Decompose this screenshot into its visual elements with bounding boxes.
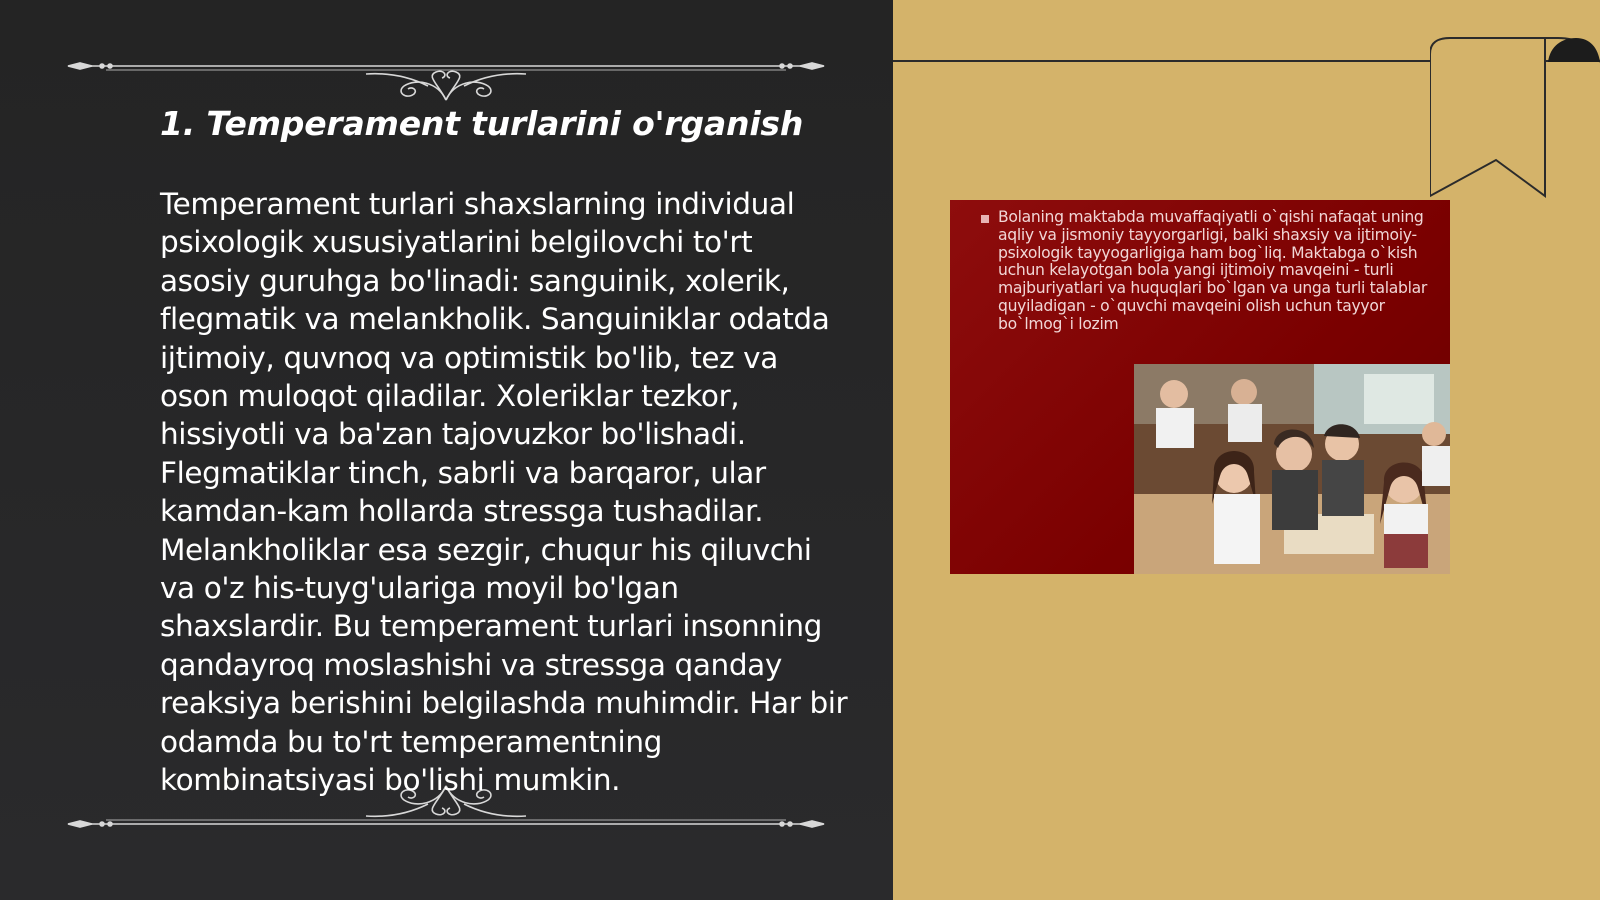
slide-title: 1. Temperament turlarini o'rganish [160, 104, 804, 143]
embedded-slide-image [950, 200, 1450, 574]
card-bullet-text: Bolaning maktabda muvaffaqiyatli o`qishi nafaqat uning aqliy va jismoniy tayyorgarligi, balki shaxsiy va ijtimoiy-psixologik tayyogarligiga ham bog`liq. Maktabga o`kish uchun kelayotgan bola yangi ijtimoiy mavqeini - turli majburiyatlari va huquqlari bo`lgan va unga turli talablar quyiladigan - o`quvchi mavqeini olish uchun tayyor bo`lmog`i lozim [998, 208, 1428, 333]
body-paragraph: Temperament turlari shaxslarning individual psixologik xususiyatlarini belgilovchi to'rt asosiy guruhga bo'linadi: sanguinik, xolerik, flegmatik va melankholik. Sanguiniklar odatda ijtimoiy, quvnoq va optimistik bo'lib, tez va oson muloqot qiladilar. Xoleriklar tezkor, hissiyotli va ba'zan tajovuzkor bo'lishadi. Flegmatiklar tinch, sabrli va barqaror, ular kamdan-kam hollarda stressga tushadilar. Melankholiklar esa sezgir, chuqur his qiluvchi va o'z his-tuyg'ulariga moyil bo'lgan shaxslardir. Bu temperament turlari insonning qandayroq moslashishi va stressga qanday reaksiya berishini belgilashda muhimdir. Har bir odamda bu to'rt temperamentning kombinatsiyasi bo'lishi mumkin. [160, 187, 848, 798]
classroom-photo [1134, 364, 1450, 574]
ornament-divider-icon [66, 52, 826, 102]
bookmark-icon [1430, 34, 1600, 204]
bullet-icon [981, 215, 989, 223]
